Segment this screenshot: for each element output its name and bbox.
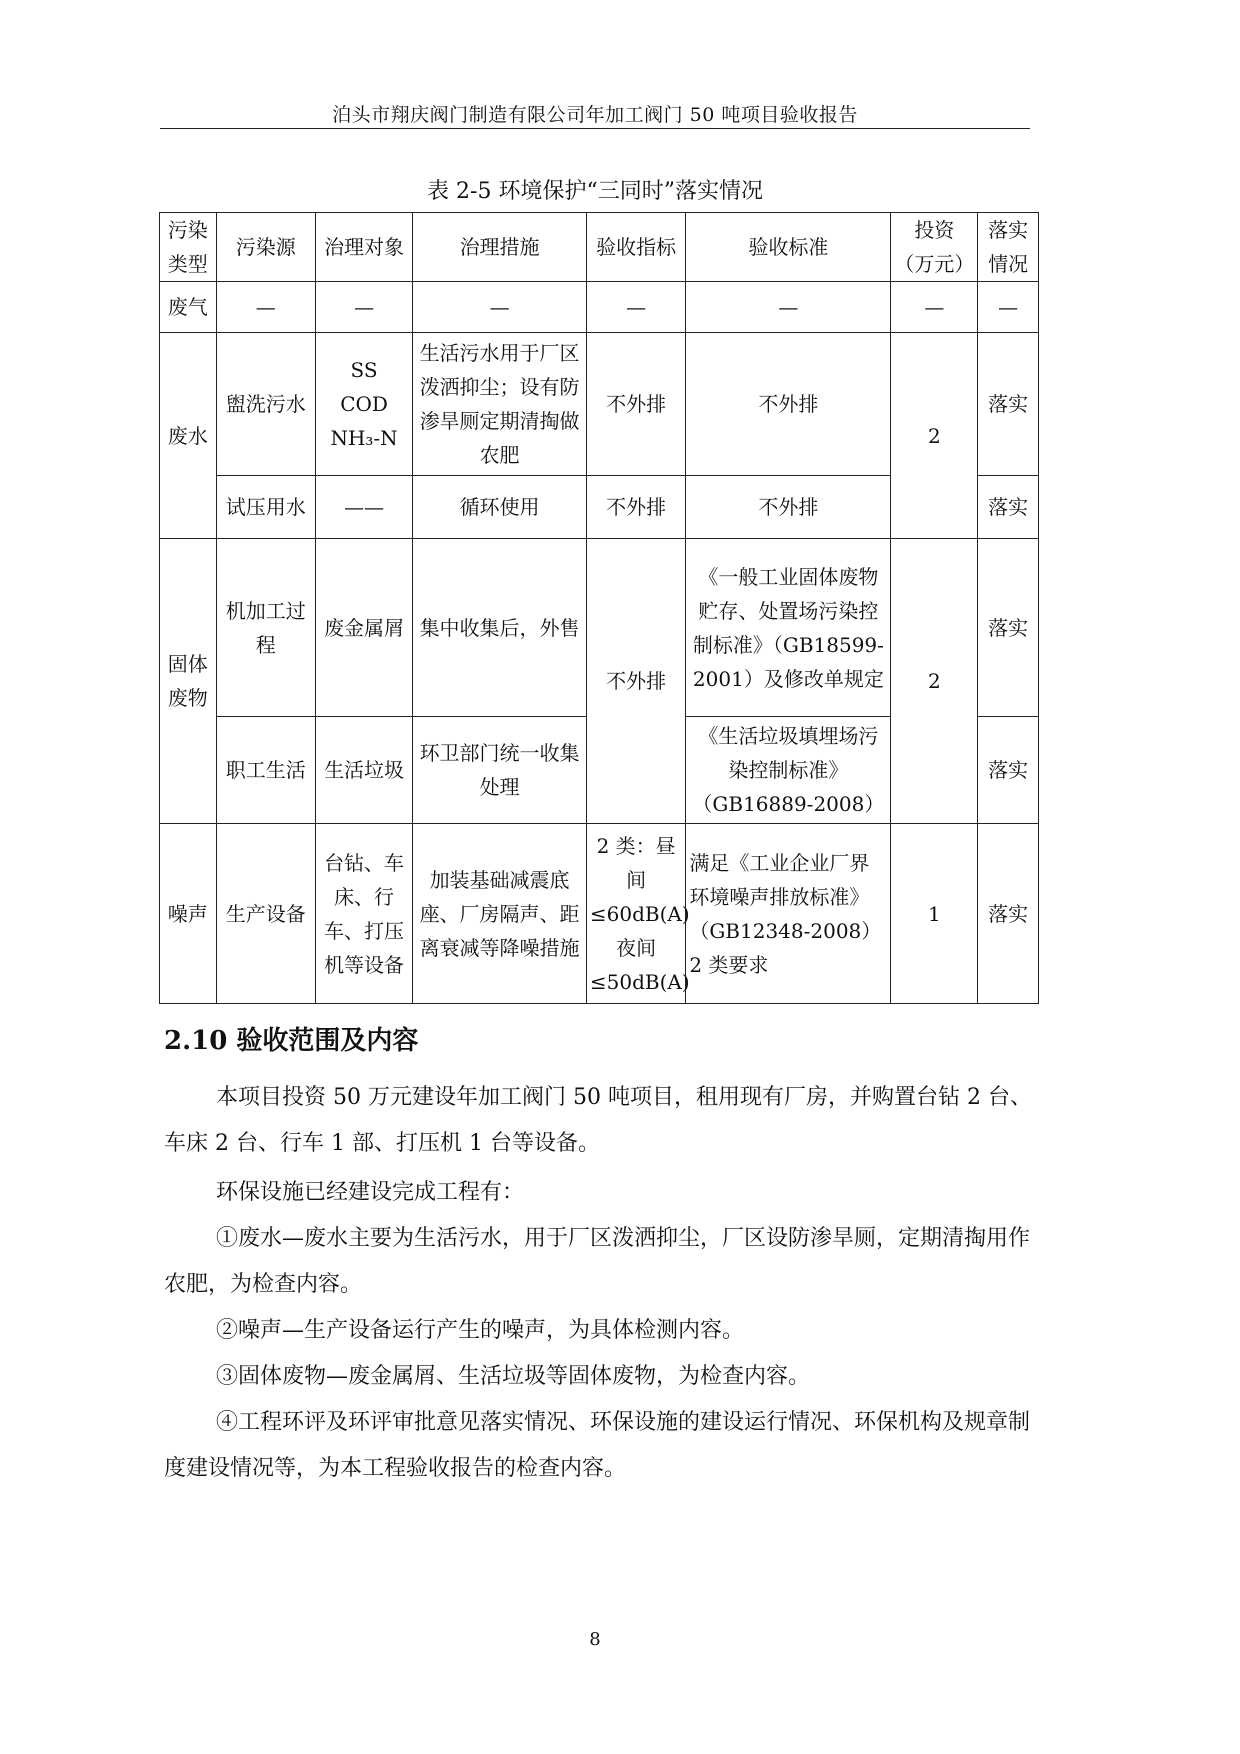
noise-status: 落实 — [978, 824, 1039, 1004]
solid-standard-1: 《一般工业固体废物贮存、处置场污染控制标准》（GB18599-2001）及修改单规定 — [686, 539, 891, 717]
solid-source-1: 机加工过程 — [216, 539, 315, 717]
water-index-1: 不外排 — [586, 333, 685, 476]
header-pollution-type: 污染类型 — [160, 213, 217, 282]
noise-standard: 满足《工业企业厂界环境噪声排放标准》（GB12348-2008）2 类要求 — [686, 824, 891, 1004]
water-status-1: 落实 — [978, 333, 1039, 476]
noise-source: 生产设备 — [216, 824, 315, 1004]
paragraph-solid-waste: ③固体废物—废金属屑、生活垃圾等固体废物，为检查内容。 — [216, 1364, 811, 1389]
noise-object: 台钻、车床、行车、打压机等设备 — [315, 824, 412, 1004]
gas-object: — — [315, 282, 412, 333]
noise-type: 噪声 — [160, 824, 217, 1004]
table-row-gas — [160, 282, 1039, 333]
page-header: 泊头市翔庆阀门制造有限公司年加工阀门 50 吨项目验收报告 — [332, 104, 858, 126]
water-standard-2: 不外排 — [686, 476, 891, 539]
object-nh3n: NH₃-N — [330, 426, 398, 450]
solid-measure-2: 环卫部门统一收集处理 — [413, 717, 587, 824]
noise-index: 2 类：昼间≤60dB(A)夜间≤50dB(A) — [586, 824, 685, 1004]
table-caption: 表 2-5 环境保护“三同时”落实情况 — [427, 179, 763, 204]
gas-measure: — — [413, 282, 587, 333]
solid-measure-1: 集中收集后，外售 — [413, 539, 587, 717]
water-type: 废水 — [160, 333, 217, 539]
paragraph-wastewater: ①废水—废水主要为生活污水，用于厂区泼洒抑尘，厂区设防渗旱厕，定期清掏用作农肥，为检查内容。 — [164, 1226, 1031, 1297]
header-investment: 投资（万元） — [891, 213, 978, 282]
gas-type: 废气 — [160, 282, 217, 333]
header-divider — [160, 128, 1030, 129]
gas-source: — — [216, 282, 315, 333]
solid-status-1: 落实 — [978, 539, 1039, 717]
table-row-solid-1 — [160, 539, 1039, 717]
solid-investment: 2 — [891, 539, 978, 824]
paragraph-facilities-intro: 环保设施已经建设完成工程有： — [216, 1180, 525, 1205]
water-standard-1: 不外排 — [686, 333, 891, 476]
gas-index: — — [586, 282, 685, 333]
solid-status-2: 落实 — [978, 717, 1039, 824]
water-investment: 2 — [891, 333, 978, 539]
noise-measure: 加装基础减震底座、厂房隔声、距离衰减等降噪措施 — [413, 824, 587, 1004]
water-source-1: 盥洗污水 — [216, 333, 315, 476]
water-object-2: —— — [315, 476, 412, 539]
water-status-2: 落实 — [978, 476, 1039, 539]
water-measure-1: 生活污水用于厂区泼洒抑尘；设有防渗旱厕定期清掏做农肥 — [413, 333, 587, 476]
water-object-1 — [315, 333, 412, 476]
solid-standard-2: 《生活垃圾填埋场污染控制标准》（GB16889-2008） — [686, 717, 891, 824]
header-source: 污染源 — [216, 213, 315, 282]
table-row-water-1 — [160, 333, 1039, 476]
gas-status: — — [978, 282, 1039, 333]
noise-investment: 1 — [891, 824, 978, 1004]
header-status: 落实情况 — [978, 213, 1039, 282]
gas-standard: — — [686, 282, 891, 333]
table-header-row — [160, 213, 1039, 282]
paragraph-noise: ②噪声—生产设备运行产生的噪声，为具体检测内容。 — [216, 1318, 745, 1343]
water-index-2: 不外排 — [586, 476, 685, 539]
header-standard: 验收标准 — [686, 213, 891, 282]
object-cod: COD — [340, 392, 388, 416]
solid-object-1: 废金属屑 — [315, 539, 412, 717]
water-source-2: 试压用水 — [216, 476, 315, 539]
solid-index: 不外排 — [586, 539, 685, 824]
solid-object-2: 生活垃圾 — [315, 717, 412, 824]
header-object: 治理对象 — [315, 213, 412, 282]
water-measure-2: 循环使用 — [413, 476, 587, 539]
gas-investment: — — [891, 282, 978, 333]
solid-source-2: 职工生活 — [216, 717, 315, 824]
paragraph-eia: ④工程环评及环评审批意见落实情况、环保设施的建设运行情况、环保机构及规章制度建设情况等，为本工程验收报告的检查内容。 — [164, 1410, 1031, 1481]
section-title: 2.10 验收范围及内容 — [164, 1026, 419, 1056]
three-simultaneous-table — [159, 212, 1039, 1004]
object-ss: SS — [350, 358, 378, 382]
table-row-noise — [160, 824, 1039, 1004]
solid-type: 固体废物 — [160, 539, 217, 824]
header-measure: 治理措施 — [413, 213, 587, 282]
page-number: 8 — [589, 1629, 601, 1650]
header-index: 验收指标 — [586, 213, 685, 282]
paragraph-investment: 本项目投资 50 万元建设年加工阀门 50 吨项目，租用现有厂房，并购置台钻 2 台、车床 2 台、行车 1 部、打压机 1 台等设备。 — [164, 1085, 1032, 1156]
